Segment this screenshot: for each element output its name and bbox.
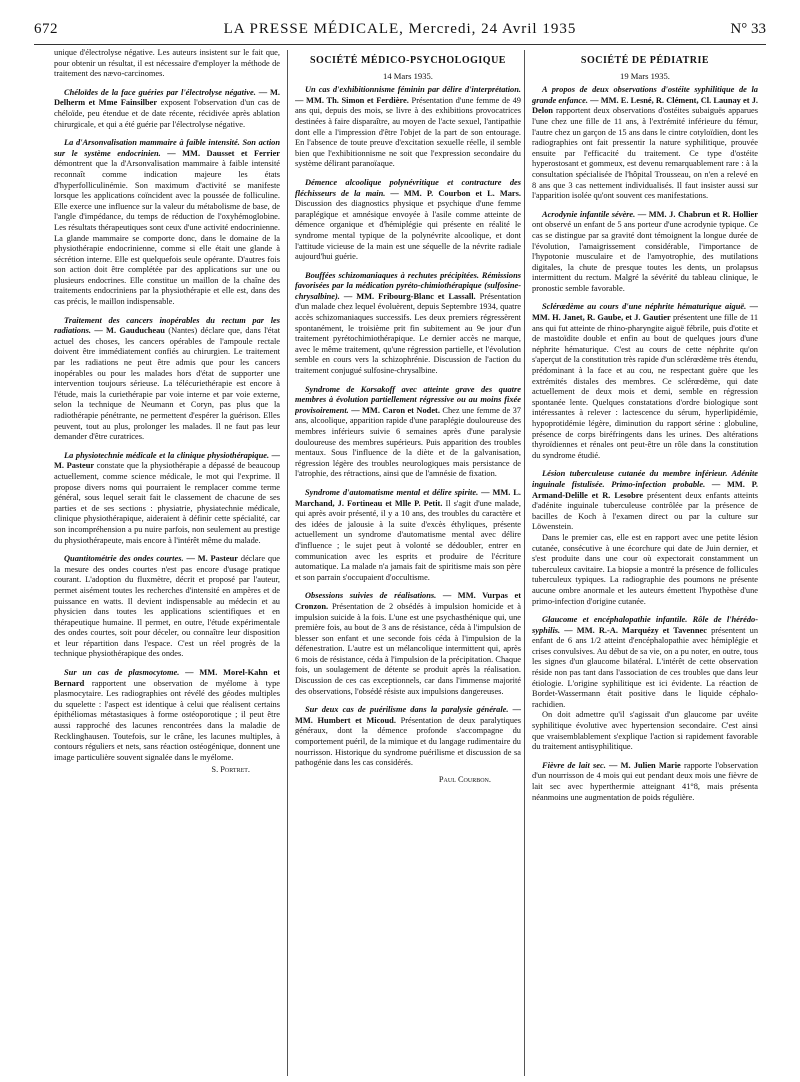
article-authors: — M. Pasteur: [186, 554, 239, 564]
article-title: La physiotechnie médicale et la clinique physiothérapique.: [64, 450, 270, 460]
article-text: Présentation d'une femme de 49 ans qui, depuis des mois, se livre à des exhibitions provocatrices destinées à faire disparaître, au moyen de l'acte sexuel, l'antipathie dont elle a l'impression d'être l'objet de la part de son entourage. En l'absence de toute preuve d'excitation sexuelle réelle, il semble bien que l'exhibitionnisme ne soit que l'expression secondaire du système délirant paranoïaque.: [295, 95, 521, 169]
article-authors: — MM. P. Courbon et L. Mars.: [390, 188, 521, 198]
article-title: Syndrome de Korsakoff avec atteinte grave des quatre membres à évolution partiellement régressive ou au moins fixée provisoirement.: [295, 384, 521, 415]
intro-paragraph: unique d'électrolyse négative. Les auteurs insistent sur le fait que, pour obtenir un résultat, il est nécessaire d'employer la méthode de traitement des nævo-carcinomes.: [54, 48, 280, 79]
article-authors: — MM. J. Chabrun et R. Hollier: [637, 209, 758, 219]
article-text: présentent deux enfants atteints d'adénite inguinale tuberculeuse contrôlée par la présence de bacilles de Koch à l'examen direct ou par la culture sur Löwenstein.: [532, 490, 758, 532]
article-title: Chéloïdes de la face guéries par l'électrolyse négative.: [64, 87, 256, 97]
article-authors: — MM. Fribourg-Blanc et Lassall.: [343, 291, 476, 301]
article-title: Lésion tuberculeuse cutanée du membre inférieur. Adénite inguinale fistulisée. Primo-infection probable.: [532, 469, 758, 489]
article-entry: [532, 615, 758, 710]
article-authors: — MM. E. Lesné, R. Clément, Cl. Launay et J. Delon: [532, 95, 758, 116]
article-title: Traitement des cancers inopérables du rectum par les radiations.: [54, 315, 280, 336]
article-text: présentent un enfant de 6 ans 1/2 atteint d'encéphalopathie avec hémiplégie et crises convulsives. Au début de sa vie, on a pu noter, en outre, tous les signes d'un glaucome bilatéral. L'intérêt de cette observation réside non pas tant dans l'association de ces troubles que dans leur étiologie. L'origine syphilitique est ici évidente. La réaction de Bordet-Wassermann était positive dans le liquide céphalo-rachidien.: [532, 625, 758, 709]
column-divider: [287, 50, 288, 1076]
article-entry: [295, 591, 521, 697]
article-text: exposent l'observation d'un cas de chéloïde, peu étendue et de date récente, récidivée après ablation chirurgicale, et qui a été guérie par l'électrolyse négative.: [54, 98, 280, 129]
article-entry: [54, 316, 280, 443]
article-title: Acrodynie infantile sévère.: [542, 209, 636, 219]
article-entry: [532, 302, 758, 461]
article-title: Un cas d'exhibitionnisme féminin par délire d'interprétation.: [305, 85, 521, 95]
article-entry: [295, 705, 521, 769]
article-text: présentent une fille de 11 ans qui fut atteinte de rhino-pharyngite aiguë fébrile, puis d'otite et de mastoïdite double et enfin au bout de quelques jours d'une néphrite hématurique. C'est au cours de cette néphrite qu'on s'aperçut de la constitution très rapide d'un sclérœdème très étendu, prédominant à la face et au cou, ne respectant guère que les extrémités distales des membres. Ce sclérœdème, qui date actuellement de deux mois et demi, semble en régression spontanée lente. Quelques constatations d'ordre biologique sont intéressantes à relever : lactescence du sérum, hyperlipidémie, hypoprotidémie légère, diminution du rapport sérine : globuline, présence de corps biréfringents dans les urines. Des altérations thyroïdiennes et rénales ont peut-être un rôle dans la constitution du syndrome étudié.: [532, 313, 758, 460]
column-middle: [295, 48, 521, 1076]
article-text: rapporte l'observation d'un nourrisson de 4 mois qui eut pendant deux mois une fièvre de lait sec avec hyperthermie atteignant 41°8, mais présenta néanmoins une augmentation de poids régulière.: [532, 760, 758, 802]
article-authors: — MM. Dausset et Ferrier: [167, 148, 280, 158]
article-authors: — MM. Caron et Nodet.: [351, 405, 440, 415]
article-title: Syndrome d'automatisme mental et délire spirite.: [305, 487, 479, 497]
header-rule: [34, 44, 766, 45]
article-title: Sur deux cas de puérilisme dans la paralysie générale.: [305, 705, 509, 715]
column-right: [532, 48, 758, 1076]
article-text: Chez une femme de 37 ans, alcoolique, apparition rapide d'une paraplégie douloureuse des membres inférieurs suivie 6 semaines après d'une paralysie douloureuse des membres supérieurs. Puis apparition des troubles mentaux. Sous l'influence de la diète et de la galvanisation, régression légère des troubles neurologiques mais persistance de l'atrophie, des rétractions, ainsi que de l'amnésie de fixation.: [295, 405, 521, 479]
article-text: (Nantes) déclare que, dans l'état actuel des choses, les cancers opérables de l'ampoule rectale doivent être immédiatement confiés au chirurgien. Le traitement par les radiations ne peut être admis que pour les cancers inopérables ou pour les malades hors d'état de supporter une intervention toujours sérieuse. La télécuriethérapie est encore à l'étude, mais la curiethérapie par voie interne et par voie externe, selon la technique de Neumann et Coryn, pas plus que la radiothérapie pénétrante, ne permettent d'espérer la guérison. Elles peuvent, tout au plus, prolonger les malades. Il ne faut pas leur demander d'être curatrices.: [54, 326, 280, 442]
article-title: Quantitométrie des ondes courtes.: [64, 554, 184, 564]
article-authors: — M. Pasteur: [54, 450, 280, 471]
article-text: Discussion des diagnostics physique et psychique d'une femme paraplégique et amnésique envoyée à l'asile comme atteinte de démence organique et d'hémiplégie qui présente en réalité le syndrome mental typique de la polynévrite alcoolique, et dont l'attitude vicieuse de la main est une séquelle de la névrite radiale aujourd'hui guérie.: [295, 199, 521, 262]
column-divider: [524, 50, 525, 1076]
article-text: Présentation de 2 obsédés à impulsion homicide et à impulsion suicide à la fois. L'une est une psychasthénique qui, une première fois, au bout de 3 ans de résistance, céda à l'impulsion de blesser son enfant et une seconde fois céda à l'impulsion de la défenestration. L'autre est un mélancolique intermittent qui, après 6 mois de résistance, céda à l'impulsion de la précipitation. Chaque fois, un soulagement de détente se produit après la réalisation. Discussion de ces cas exceptionnels, car dans l'immense majorité des observations, l'obsédé résiste aux impulsions dangereuses.: [295, 601, 521, 696]
article-title: Démence alcoolique polynévritique et contracture des fléchisseurs de la main.: [295, 177, 521, 198]
signature: Paul Courbon.: [438, 774, 491, 784]
article-entry: [54, 138, 280, 308]
article-authors: — MM. Humbert et Micoud.: [295, 705, 521, 725]
article-authors: — MM. Th. Simon et Ferdière.: [295, 95, 409, 105]
article-text: déclare que la mesure des ondes courtes n'est pas encore d'usage pratique courant. L'adoption du fluxmètre, décrit et proposé par l'auteur, permet aisément toutes les recherches d'intensité en ampères et de puissance en watts. Il devient indispensable au médecin et au physicien dans toutes les applications scientifiques et en thérapeutique humaine. Il permet, en outre, l'étude expérimentale des ondes courtes, soit pour déceler, ou connaître leur disposition et leur répartition dans l'espace. C'est un réel progrès de la technique physiothérapique des ondes.: [54, 554, 280, 659]
session-date: 14 Mars 1935.: [383, 70, 433, 81]
page-header: [34, 20, 766, 38]
article-entry: [295, 178, 521, 263]
article-title: Bouffées schizomaniaques à rechutes précipitées. Rémissions favorisées par la médication pyréto-chimiothérapique (sulfosine-chrysalbine).: [295, 270, 521, 301]
article-title: Obsessions suivies de réalisations.: [305, 591, 437, 601]
article-text: Présentation de deux paralytiques généraux, dont la démence profonde s'accompagne du comportement puéril, de la mimique et du langage rudimentaire du nourrisson. Historique du syndrome puérilisme et discussion de sa pathogénie dans les cas considérés.: [295, 715, 521, 768]
article-authors: — M. Gauducheau: [94, 326, 165, 336]
article-entry: [532, 761, 758, 803]
article-entry: [295, 488, 521, 583]
article-title: Fièvre de lait sec.: [542, 760, 606, 770]
article-text: rapportent une observation de myélome à type plasmocytaire. Les radiographies ont révélé des géodes multiples du squelette : l'aspect est identique à celui que réalisent certains épithéliomas métastasiques à forme ostéoporotique ; il peut être aussi rapproché des lacunes rencontrées dans la maladie de Recklinghausen. Toutefois, sur le crâne, les lacunes multiples, à contours réguliers et nets, sans réaction ostéogénique, donnent une image particulière souvent signalée dans le myélome.: [54, 678, 280, 762]
article-text: constate que la physiothérapie a dépassé de beaucoup actuellement, comme science médicale, le mot qui l'exprime. Il propose divers noms qui pourraient le remplacer comme terme général, sous lequel serait fait le classement de chacune de ses parties et de ses sections : physiatrie, physiatechnie médicale, clinique physiothérapique, aideraient à définir cette spécialité, car son incompréhension a pu nuire parfois, non seulement au prestige du physiothérapeute, mais encore à l'intérêt même du malade.: [54, 461, 280, 545]
article-entry: [54, 668, 280, 763]
article-entry: [295, 85, 521, 170]
signature: S. Portret.: [211, 765, 250, 775]
society-heading: SOCIÉTÉ DE PÉDIATRIE: [580, 55, 710, 66]
article-entry: [532, 210, 758, 295]
article-authors: — MM. L. Marchand, J. Fortineau et Mlle P. Petit.: [295, 487, 521, 508]
article-entry: [532, 85, 758, 202]
article-title: Glaucome et encéphalopathie infantile. Rôle de l'hérédo-syphilis.: [532, 615, 758, 635]
article-text: démontrent que la d'Arsonvalisation mammaire à faible intensité reconnaît comme indication majeure les états d'hyperfolliculinémie. Son maximum d'activité se manifeste lorsque les applications coïncident avec la poussée de folliculine. Elle exerce une influence sur la valeur du métabolisme de base, de l'angle d'impédance, du temps de réduction de l'oxyhémoglobine. Les résultats thérapeutiques sont ceux d'une activité endocrinienne. La glande mammaire se comporte donc, dans le domaine de la physiothérapie endocrinienne, comme si elle était une glande à sécrétion interne. Elle est quelquefois seule opérante. D'autres fois son action doit être complétée par des applications sur une ou plusieurs endocrines. Elle constitue un maillon de la chaîne des traitements endocriniens par la physiothérapie et elle est, dans des cas précis, le maillon indispensable.: [54, 159, 280, 307]
article-paragraph: On doit admettre qu'il s'agissait d'un glaucome par uvéite syphilitique évolutive avec hypertension secondaire. C'est ainsi que vraisemblablement s'explique l'action si rapidement favorable du traitement antisyphilitique.: [532, 710, 758, 752]
article-text: ont observé un enfant de 5 ans porteur d'une acrodynie typique. Ce cas se distingue par sa gravité dont témoignent la longue durée de l'évolution, l'amaigrissement considérable, l'importance de l'hypotonie musculaire et de l'amyotrophie, des mutilations digitales, la chute de presque toutes les dents, un prolapsus intermittent du rectum. Malgré la sévérité du tableau clinique, le pronostic semble favorable.: [532, 220, 758, 293]
article-paragraph: Dans le premier cas, elle est en rapport avec une petite lésion cutanée, consécutive à une écorchure qui date de Juin dernier, et s'est produite dans une cour où expectorait constamment un tuberculeux cavitaire. La biopsie a montré la présence de follicules tuberculeux typiques. La radiographie des poumons ne présente aucune ombre anormale et les auteurs émettent l'hypothèse d'une primo-infection d'origine cutanée.: [532, 532, 758, 606]
column-left: [54, 48, 280, 1076]
article-authors: — MM. R.-A. Marquézy et Tavennec: [564, 625, 707, 635]
article-authors: — MM. H. Janet, R. Gaube, et J. Gautier: [532, 302, 758, 323]
issue-number: N° 33: [730, 21, 766, 37]
article-authors: — M. Delherm et Mme Fainsilber: [54, 87, 280, 108]
article-text: rapportent deux observations d'ostéites subaiguës apparues l'une chez une fille de 11 ans, à l'extrémité inférieure du fémur, l'autre chez un garçon de 15 ans dans le cintre cotyloïdien, dont les radiographies ont fait pressentir la nature syphilitique, prouvée ensuite par l'efficacité du traitement. Ce type d'ostéite hyperostosant et gommeux, est devenu remarquablement rare : à la consultation spécialisée de l'hôpital Trousseau, on n'en a relevé en 8 ans que 3 cas nettement individualisés. Il faut insister aussi sur l'apparition isolée qu'ont souvent ces manifestations.: [532, 106, 758, 201]
article-text: Présentation d'un malade chez lequel évoluèrent, depuis Septembre 1934, quatre accès schizomaniaques successifs. Les deux premiers régressèrent spontanément, le troisième prit fin subitement au 9e jour d'un traitement pyrétochimiothérapique. Le dernier accès ne marque, avec le même traitement, qu'une régression partielle, et l'évolution semble en cours vers la schizophrénie. Discussion de l'action du traitement conjugué sulfosine-chrysalbine.: [295, 291, 521, 376]
article-entry: [54, 554, 280, 660]
article-entry: [54, 451, 280, 546]
article-title: La d'Arsonvalisation mammaire à faible intensité. Son action sur le système endocrinien.: [54, 138, 280, 158]
article-entry: [295, 271, 521, 377]
article-entry: [295, 385, 521, 480]
article-entry: [54, 88, 280, 130]
article-title: Sur un cas de plasmocytome.: [64, 668, 180, 678]
article-entry: [532, 469, 758, 533]
article-authors: — MM. Vurpas et Cronzon.: [295, 591, 521, 611]
article-title: Sclérœdème au cours d'une néphrite hématurique aiguë.: [542, 302, 747, 312]
page-number: 672: [34, 21, 58, 37]
article-authors: — M. Julien Marie: [609, 760, 681, 770]
journal-title: LA PRESSE MÉDICALE, Mercredi, 24 Avril 1935: [223, 21, 577, 37]
article-title: A propos de deux observations d'ostéite syphilitique de la grande enfance.: [532, 85, 758, 105]
article-text: Il s'agit d'une malade, qui après avoir présenté, il y a 10 ans, des troubles du caractère et des idées de jalousie à la suite d'excès éthyliques, présente actuellement un syndrome d'automatisme mental avec délire d'influence ; le sujet peut à volonté se dédoubler, entrer en communication avec les esprits et produire de l'écriture automatique. La malade n'a jamais fait de spiritisme mais son père et son parrain s'occupaient d'occultisme.: [295, 498, 521, 582]
article-authors: — MM. P. Armand-Delille et R. Lesobre: [532, 479, 758, 500]
society-heading: SOCIÉTÉ MÉDICO-PSYCHOLOGIQUE: [310, 55, 506, 66]
session-date: 19 Mars 1935.: [620, 70, 670, 81]
article-authors: — MM. Morel-Kahn et Bernard: [54, 668, 280, 688]
